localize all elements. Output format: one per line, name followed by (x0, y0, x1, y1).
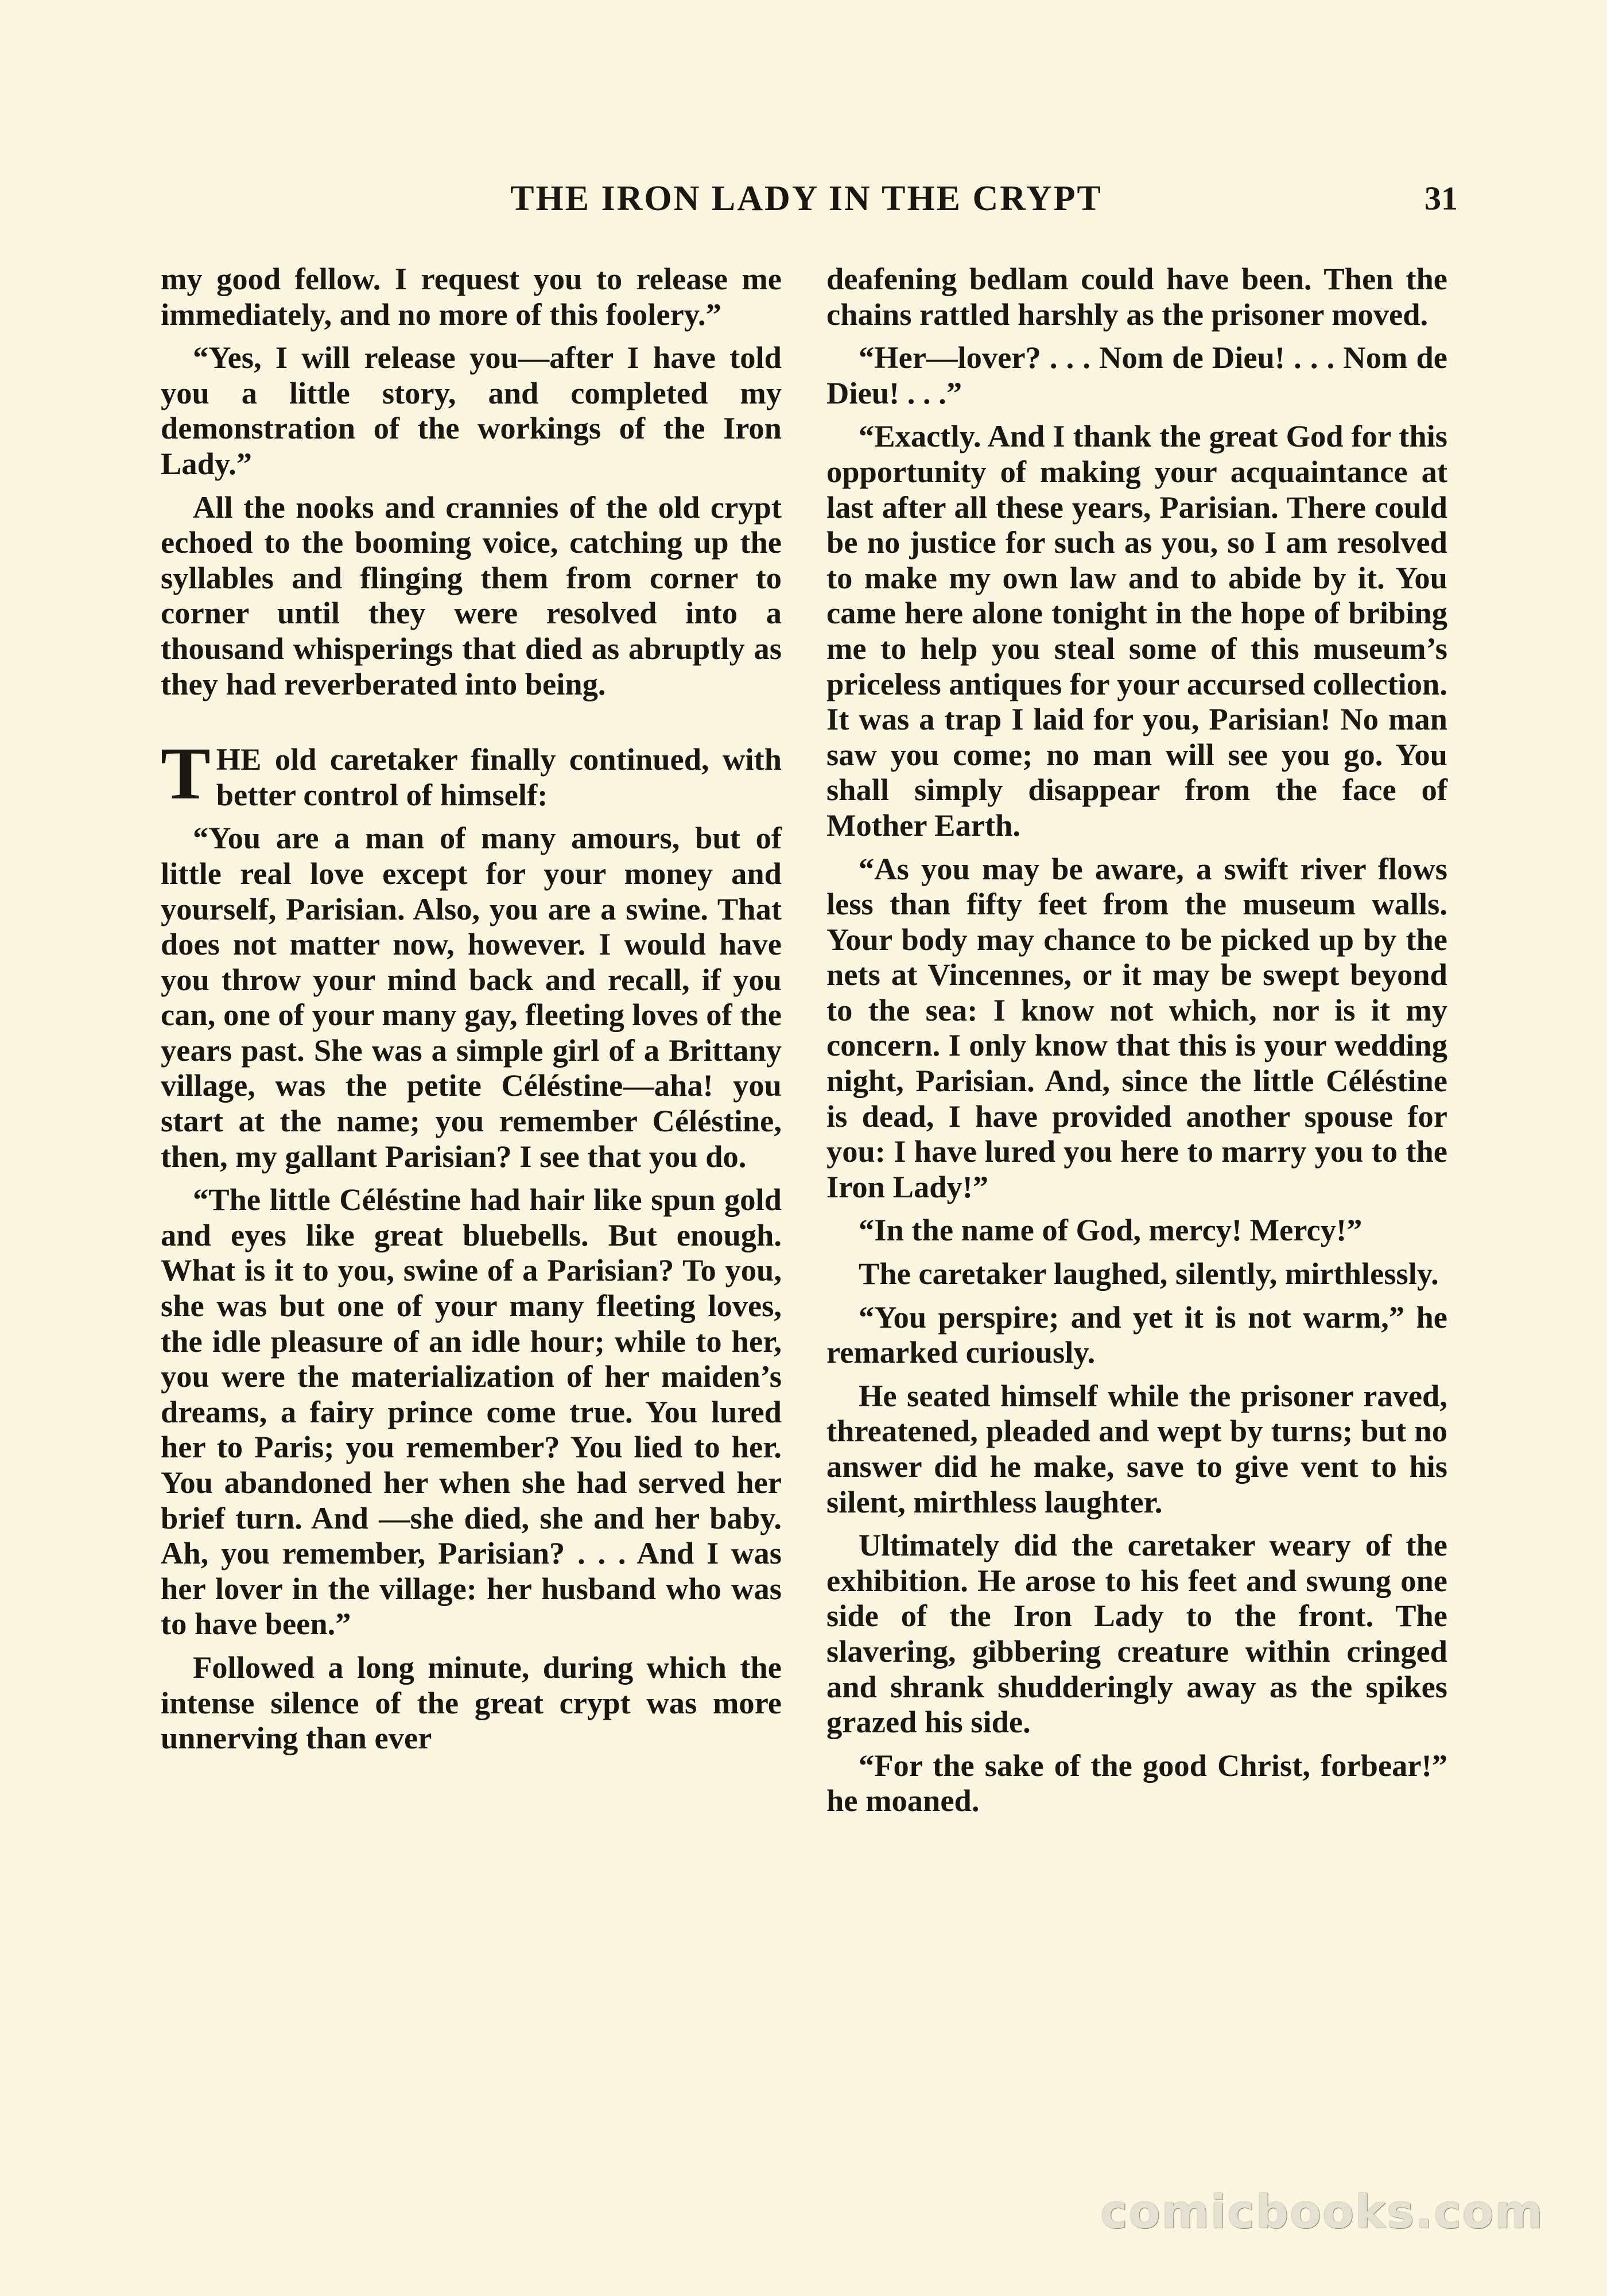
paragraph: “You are a man of many amours, but of little real love except for your money and yourself, Parisian. Also, you are a swine. That does not matter now, however. I would have you throw your mind back and recall, if you can, one of your many gay, fleeting loves of the years past. She was a simple girl of a Brittany village, was the petite Céléstine—aha! you start at the name; you remember Céléstine, then, my gallant Parisian? I see that you do. (161, 820, 782, 1174)
paragraph: “For the sake of the good Christ, forbear!” he moaned. (826, 1747, 1447, 1818)
paragraph: The caretaker laughed, silently, mirthlessly. (859, 1256, 1439, 1292)
paragraph: my good fellow. I request you to release me immediately, and no more of this foolery.” (161, 261, 782, 332)
paragraph: deafening bedlam could have been. Then the chains rattled harshly as the prisoner moved. (826, 261, 1447, 332)
paragraph: All the nooks and crannies of the old crypt echoed to the booming voice, catching up the syllables and flinging them from corner to corner until they were resolved into a thousand whisperings that died as abruptly as they had reverberated into being. (161, 489, 782, 701)
running-title: THE IRON LADY IN THE CRYPT (510, 179, 1103, 218)
paragraph: “Yes, I will release you—after I have told you a little story, and completed my demonstration of the workings of the Iron Lady.” (161, 340, 782, 481)
right-column (826, 261, 1447, 2138)
paragraph-text: HE old caretaker finally continued, with better control of himself: (216, 742, 782, 812)
section-opening-paragraph (161, 732, 782, 816)
drop-cap: T (161, 732, 211, 816)
paragraph: He seated himself while the prisoner raved, threatened, pleaded and wept by turns; but no answer did he make, save to give vent to his silent, mirthless laughter. (826, 1378, 1447, 1519)
paragraph: “As you may be aware, a swift river flows less than fifty feet from the museum walls. Your body may chance to be picked up by the nets at Vincennes, or it may be swept beyond to the sea: I know not which, nor is it my concern. I only know that this is your wedding night, Parisian. And, since the little Céléstine is dead, I have provided another spouse for you: I have lured you here to marry you to the Iron Lady!” (826, 851, 1447, 1204)
watermark-logo: comicbooks.com (1100, 2185, 1544, 2239)
page-number: 31 (1424, 180, 1458, 217)
page-header (166, 176, 1458, 222)
paragraph: “Her—lover? . . . Nom de Dieu! . . . Nom de Dieu! . . .” (826, 340, 1447, 410)
paragraph: “You perspire; and yet it is not warm,” he remarked curiously. (826, 1299, 1447, 1370)
left-column (161, 261, 782, 2138)
paragraph: Followed a long minute, during which the intense silence of the great crypt was more unnerving than ever (161, 1649, 782, 1756)
paragraph: “The little Céléstine had hair like spun gold and eyes like great bluebells. But enough. What is it to you, swine of a Parisian? To you, she was but one of your many fleeting loves, the idle pleasure of an idle hour; while to her, you were the materialization of her maiden’s dreams, a fairy prince come true. You lured her to Paris; you remember? You lied to her. You abandoned her when she had served her brief turn. And —she died, she and her baby. Ah, you remember, Parisian? . . . And I was her lover in the village: her husband who was to have been.” (161, 1182, 782, 1642)
paragraph: “In the name of God, mercy! Mercy!” (859, 1212, 1363, 1248)
paragraph: “Exactly. And I thank the great God for this opportunity of making your acquaintance at last after all these years, Parisian. There could be no justice for such as you, so I am resolved to make my own law and to abide by it. You came here alone tonight in the hope of bribing me to help you steal some of this museum’s priceless antiques for your accursed collection. It was a trap I laid for you, Parisian! No man saw you come; no man will see you go. You shall simply disappear from the face of Mother Earth. (826, 418, 1447, 843)
paragraph: Ultimately did the caretaker weary of the exhibition. He arose to his feet and swung one side of the Iron Lady to the front. The slavering, gibbering creature within cringed and shrank shudderingly away as the spikes grazed his side. (826, 1527, 1447, 1740)
